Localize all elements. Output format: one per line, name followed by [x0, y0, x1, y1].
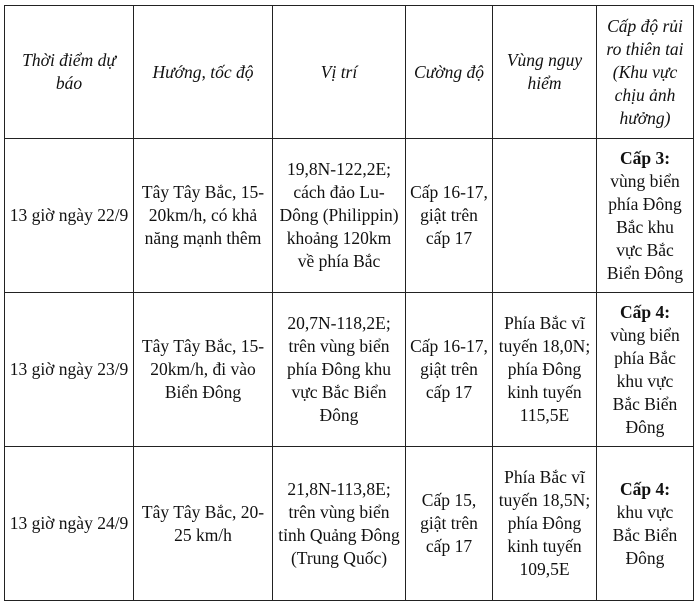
header-danger-zone: Vùng nguy hiểm: [493, 6, 597, 139]
risk-level-label: Cấp 4:: [619, 478, 671, 499]
position-cell: 21,8N-113,8E; trên vùng biển tỉnh Quảng Đông (Trung Quốc): [273, 447, 406, 601]
position-cell: 20,7N-118,2E; trên vùng biển phía Đông khu vực Bắc Biển Đông: [273, 293, 406, 447]
table-row: [5, 293, 694, 447]
risk-area-text: vùng biển phía Bắc khu vực Bắc Biển Đông: [610, 324, 680, 437]
forecast-time-cell: 13 giờ ngày 24/9: [5, 447, 134, 601]
header-position: Vị trí: [273, 6, 406, 139]
risk-level-cell: [597, 293, 694, 447]
direction-cell: Tây Tây Bắc, 15-20km/h, có khả năng mạnh thêm: [134, 139, 273, 293]
position-cell: 19,8N-122,2E; cách đảo Lu-Dông (Philippin) khoảng 120km về phía Bắc: [273, 139, 406, 293]
intensity-cell: Cấp 15, giật trên cấp 17: [406, 447, 493, 601]
header-forecast-time: Thời điểm dự báo: [5, 6, 134, 139]
table-row: [5, 447, 694, 601]
header-intensity: Cường độ: [406, 6, 493, 139]
risk-level-cell: [597, 447, 694, 601]
risk-level-cell: [597, 139, 694, 293]
direction-cell: Tây Tây Bắc, 20-25 km/h: [134, 447, 273, 601]
intensity-cell: Cấp 16-17, giật trên cấp 17: [406, 293, 493, 447]
header-direction-speed: Hướng, tốc độ: [134, 6, 273, 139]
risk-level-label: Cấp 3:: [619, 147, 671, 168]
forecast-time-cell: 13 giờ ngày 22/9: [5, 139, 134, 293]
danger-zone-cell: Phía Bắc vĩ tuyến 18,5N; phía Đông kinh tuyến 109,5E: [493, 447, 597, 601]
danger-zone-cell: Phía Bắc vĩ tuyến 18,0N; phía Đông kinh tuyến 115,5E: [493, 293, 597, 447]
intensity-cell: Cấp 16-17, giật trên cấp 17: [406, 139, 493, 293]
header-risk-level: Cấp độ rủi ro thiên tai (Khu vực chịu ảnh hưởng): [597, 6, 694, 139]
header-row: [5, 6, 694, 139]
forecast-time-cell: 13 giờ ngày 23/9: [5, 293, 134, 447]
risk-level-label: Cấp 4:: [619, 301, 671, 322]
danger-zone-cell: [493, 139, 597, 293]
risk-area-text: khu vực Bắc Biển Đông: [612, 501, 678, 568]
forecast-table: [4, 5, 694, 601]
risk-area-text: vùng biển phía Đông Bắc khu vực Bắc Biển Đông: [606, 170, 684, 283]
direction-cell: Tây Tây Bắc, 15-20km/h, đi vào Biển Đông: [134, 293, 273, 447]
table-row: [5, 139, 694, 293]
